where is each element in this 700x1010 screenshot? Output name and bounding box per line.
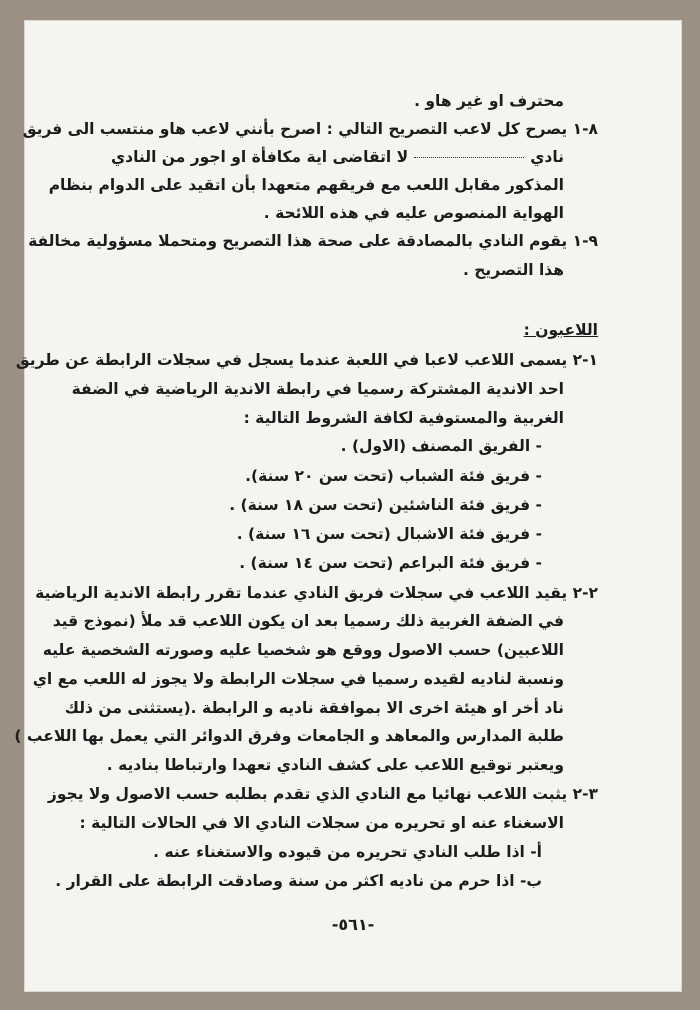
text-line: الغربية والمستوفية لكافة الشروط التالية : <box>243 409 564 427</box>
text-line: هذا التصريح . <box>462 261 564 279</box>
list-item: - فريق فئة البراعم (تحت سن ١٤ سنة) . <box>239 554 542 572</box>
text-line: طلبة المدارس والمعاهد و الجامعات وفرق الدوائر التي يعمل بها اللاعب ) <box>14 727 564 745</box>
list-item: - فريق فئة الناشئين (تحت سن ١٨ سنة) . <box>229 496 542 514</box>
text-line: ونسبة لناديه لقيده رسميا في سجلات الرابطة ولا يجوز له اللعب مع اي <box>32 670 564 688</box>
fill-blank <box>414 157 524 158</box>
list-item: - الفريق المصنف (الاول) . <box>340 437 542 455</box>
text-line: اللاعبين) حسب الاصول ووقع هو شخصيا عليه وصورته الشخصية عليه <box>42 641 564 659</box>
club-label: نادي <box>530 148 564 166</box>
text-line: في الضفة الغربية ذلك رسميا بعد ان يكون اللاعب قد ملأ (نموذج قيد <box>52 612 564 630</box>
text-line: ٣-٢ يثبت اللاعب نهائيا مع النادي الذي تقدم بطلبه حسب الاصول ولا يجوز <box>47 785 598 803</box>
text-line: محترف او غير هاو . <box>414 92 564 110</box>
text-line: ٢-٢ يقيد اللاعب في سجلات فريق النادي عندما تقرر رابطة الاندية الرياضية <box>35 584 598 602</box>
text-line: ٨-١ يصرح كل لاعب التصريح التالي : اصرح بأنني لاعب هاو منتسب الى فريق <box>22 120 598 138</box>
document-page <box>14 20 682 992</box>
text-line: احد الاندية المشتركة رسميا في رابطة الاندية الرياضية في الضفة <box>71 380 564 398</box>
text-line: ١-٢ يسمى اللاعب لاعبا في اللعبة عندما يسجل في سجلات الرابطة عن طريق <box>15 351 598 369</box>
list-item: ب- اذا حرم من ناديه اكثر من سنة وصادقت الرابطة على القرار . <box>55 872 542 890</box>
list-item: - فريق فئة الاشبال (تحت سن ١٦ سنة) . <box>236 525 542 543</box>
list-item: - فريق فئة الشباب (تحت سن ٢٠ سنة). <box>245 467 542 485</box>
text-line: المذكور مقابل اللعب مع فريقهم متعهدا بأن اتقيد على الدوام بنظام <box>48 176 564 194</box>
text-line: ويعتبر توقيع اللاعب على كشف النادي تعهدا وارتباطا بناديه . <box>106 756 564 774</box>
text-line: الاسغناء عنه او تحريره من سجلات النادي الا في الحالات التالية : <box>79 814 564 832</box>
document-text <box>14 20 682 992</box>
text-line: ناد أخر او هيئة اخرى الا بموافقة ناديه و الرابطة .(يستثنى من ذلك <box>64 699 564 717</box>
declaration-text: لا اتقاضى اية مكافأة او اجور من النادي <box>110 148 409 166</box>
text-line: ٩-١ يقوم النادي بالمصادقة على صحة هذا التصريح ومتحملا مسؤولية مخالفة <box>28 232 598 250</box>
section-heading: اللاعبون : <box>523 321 598 339</box>
text-line: الهواية المنصوص عليه في هذه اللائحة . <box>263 204 564 222</box>
list-item: أ- اذا طلب النادي تحريره من قيوده والاستغناء عنه . <box>153 843 542 861</box>
page-number: -٥٦١- <box>331 915 375 934</box>
text-line-with-blank <box>111 150 564 166</box>
